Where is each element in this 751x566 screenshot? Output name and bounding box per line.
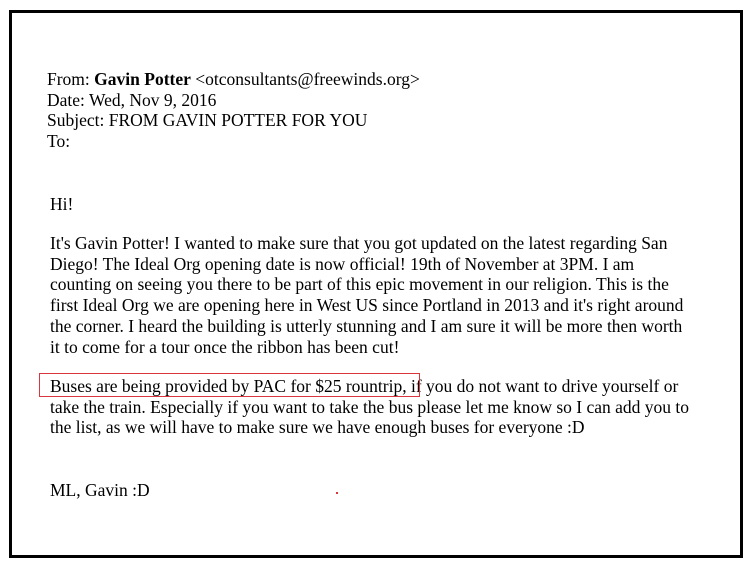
to-label: To: [47,131,71,152]
red-mark [336,492,338,494]
subject-label: Subject: [47,110,105,131]
paragraph-2-rest: if you do not want to drive yourself or take the train. Especially if you want to take the bus please let me know so I can add you to the list, as we will have to make sure we have enough buses for everyone :D [50,376,690,438]
subject-line [47,110,420,131]
highlight-annotation-box [39,373,420,397]
date-value: Wed, Nov 9, 2016 [88,89,217,110]
greeting: Hi! [50,194,74,214]
email-headers [47,69,420,152]
subject-value: FROM GAVIN POTTER FOR YOU [108,110,368,131]
date-line [47,90,420,111]
body-paragraph-1: It's Gavin Potter! I wanted to make sure that you got updated on the latest regarding San Diego! The Ideal Org opening date is now official! 19th of November at 3PM. I am counting on seeing you there to be part of this epic movement in our religion. This is the first Ideal Org we are opening here in West US since Portland in 2013 and it's right around the corner. I heard the building is utterly stunning and I am sure it will be more then worth it to come for a tour once the ribbon has been cut! [50,233,684,357]
from-line [47,69,420,90]
from-name: Gavin Potter [94,69,191,89]
from-address: <otconsultants@freewinds.org> [195,69,420,89]
to-line [47,131,420,152]
date-label: Date: [47,89,85,110]
from-label: From: [47,69,90,89]
signoff: ML, Gavin :D [50,480,150,500]
highlighted-text: Buses are being provided by PAC for $25 rountrip, [50,376,407,396]
